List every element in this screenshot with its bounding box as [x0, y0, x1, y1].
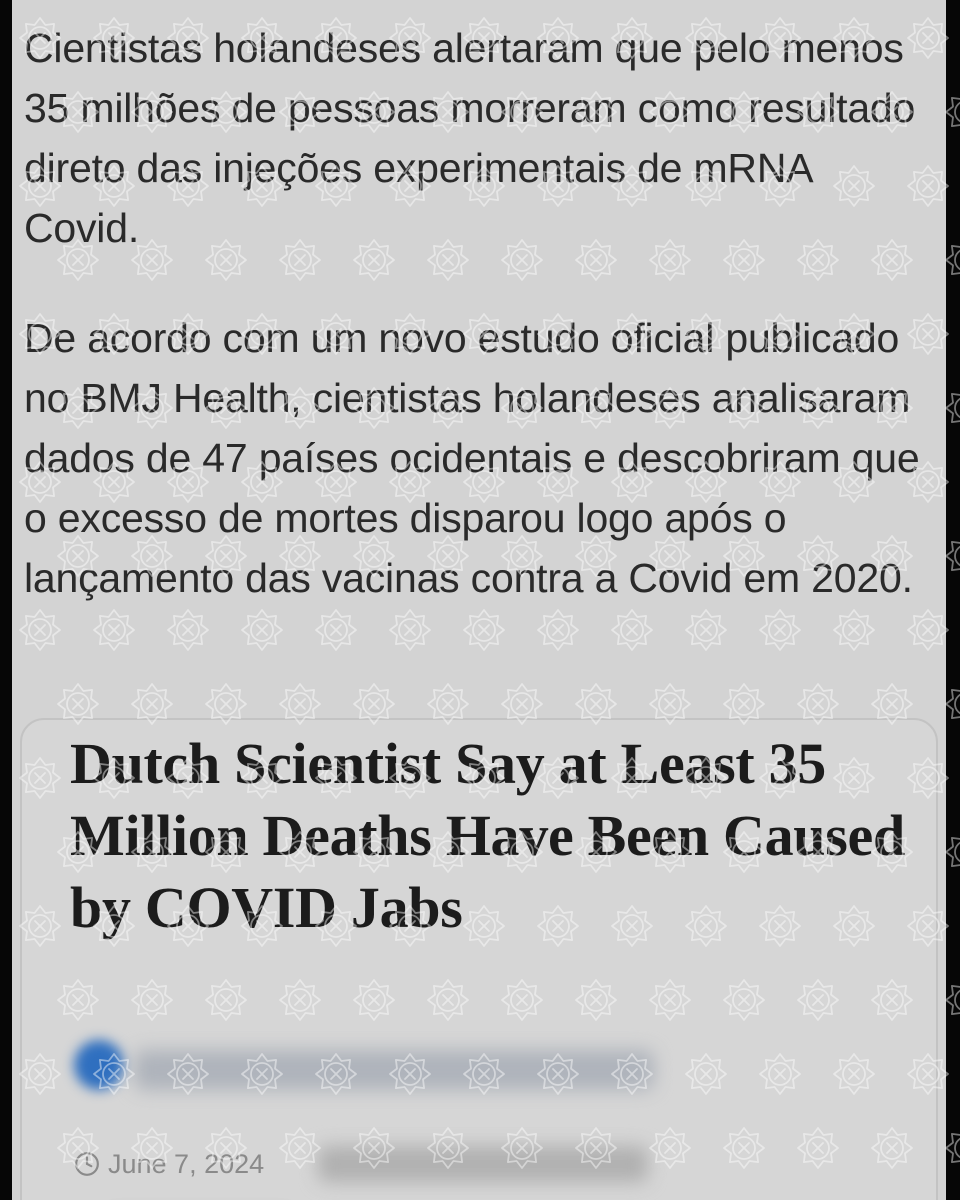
- article-meta-redacted: [318, 1146, 648, 1182]
- frame-edge-left: [0, 0, 12, 1200]
- post-paragraph-1: Cientistas holandeses alertaram que pelo menos 35 milhões de pessoas morreram como resultado direto das injeções experimentais de mRNA Covid.: [24, 25, 916, 251]
- clock-icon: [74, 1151, 100, 1177]
- article-date: June 7, 2024: [108, 1148, 265, 1179]
- post-paragraph-2: De acordo com um novo estudo oficial publicado no BMJ Health, cientistas holandeses analisaram dados de 47 países ocidentais e descobriram que o excesso de mortes disparou logo após o lançamento das vacinas contra a Covid em 2020.: [24, 315, 920, 601]
- post-container: [12, 0, 946, 1200]
- avatar: [74, 1040, 124, 1090]
- article-headline[interactable]: Dutch Scientist Say at Least 35 Million Deaths Have Been Caused by COVID Jabs: [70, 731, 905, 940]
- frame-edge-right: [946, 0, 960, 1200]
- article-link-card[interactable]: [20, 718, 938, 1200]
- article-date-row: [74, 1144, 264, 1184]
- author-name-redacted: [134, 1050, 654, 1090]
